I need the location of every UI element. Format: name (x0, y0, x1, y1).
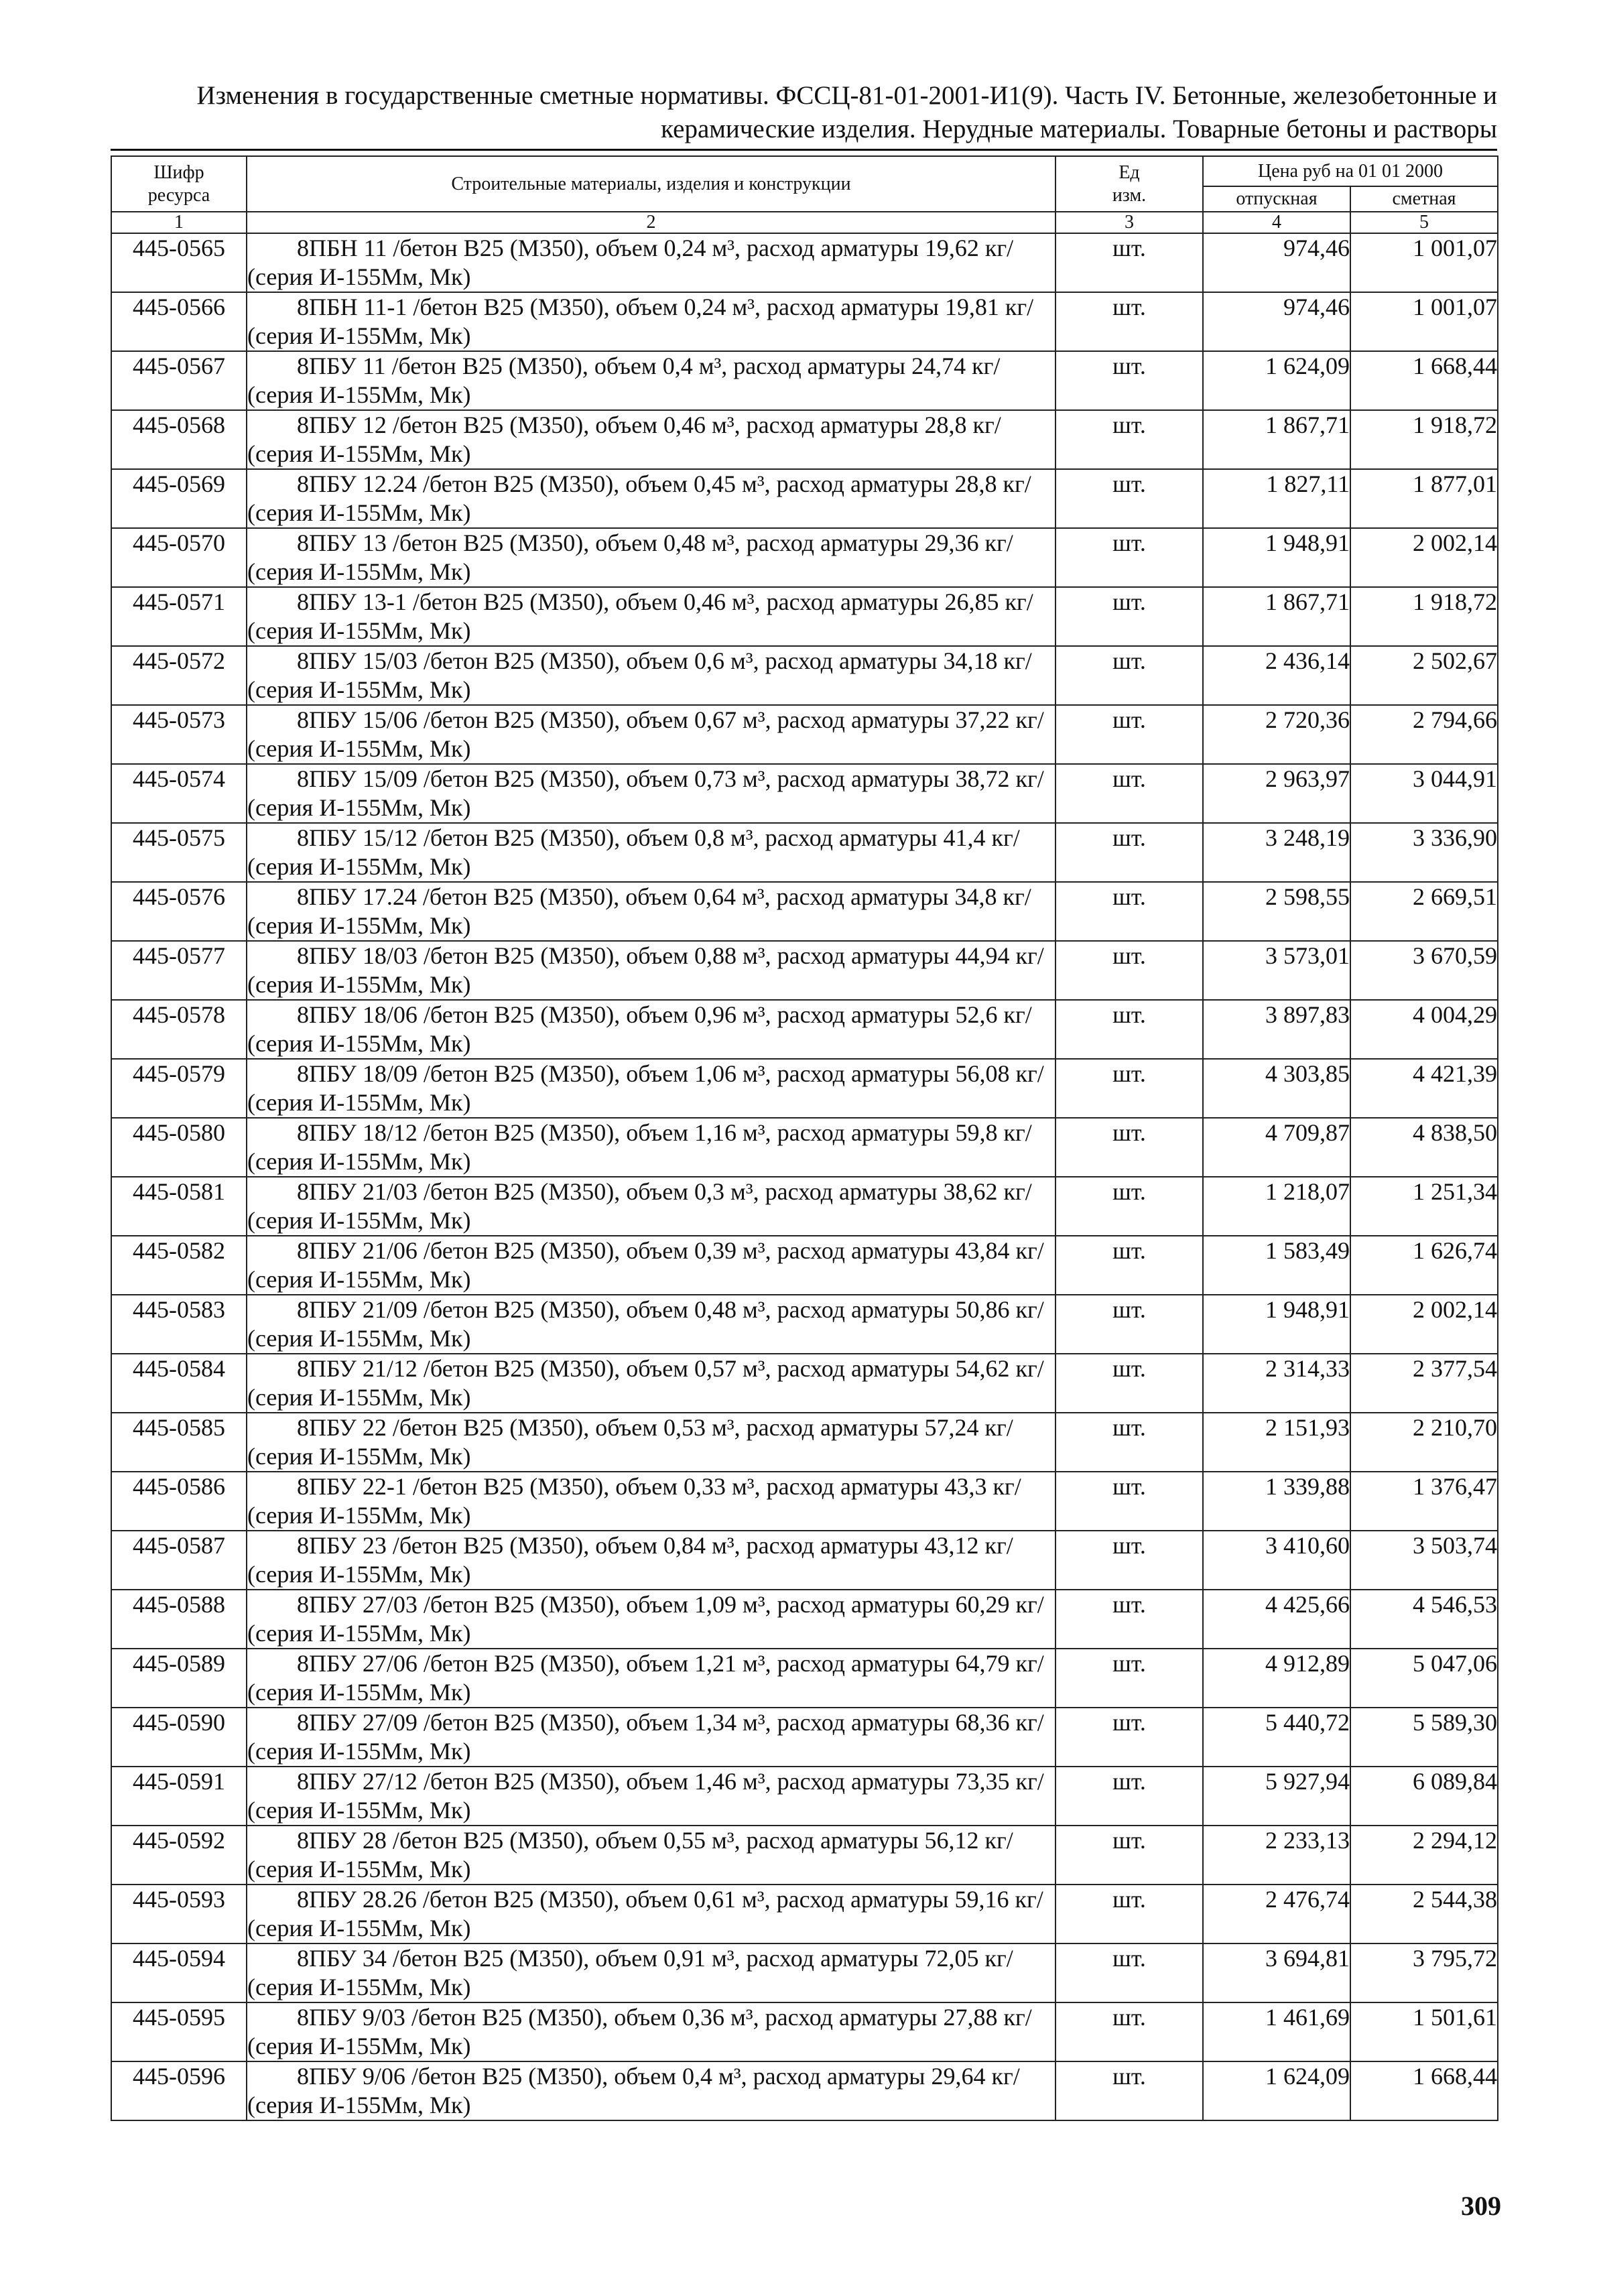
row-unit: шт. (1056, 1295, 1203, 1354)
table-row (111, 528, 1498, 587)
row-name: 8ПБУ 18/03 /бетон В25 (М350), объем 0,88 м³, расход арматуры 44,94 кг/ (серия И-155Мм, Мк) (247, 941, 1056, 1000)
row-release-price: 2 314,33 (1203, 1354, 1350, 1413)
row-code: 445-0566 (111, 292, 247, 351)
table-row (111, 1472, 1498, 1531)
row-unit: шт. (1056, 1236, 1203, 1295)
column-number: 3 (1056, 212, 1203, 233)
row-estimate-price: 2 502,67 (1350, 646, 1498, 705)
row-estimate-price: 1 501,61 (1350, 2002, 1498, 2061)
row-unit: шт. (1056, 646, 1203, 705)
row-estimate-price: 1 001,07 (1350, 292, 1498, 351)
row-release-price: 4 912,89 (1203, 1649, 1350, 1708)
row-name: 8ПБУ 15/09 /бетон В25 (М350), объем 0,73 м³, расход арматуры 38,72 кг/ (серия И-155Мм, Мк) (247, 764, 1056, 823)
table-row (111, 646, 1498, 705)
row-code: 445-0581 (111, 1177, 247, 1236)
table-row (111, 1354, 1498, 1413)
table-row (111, 823, 1498, 882)
header-unit-line2: изм. (1112, 184, 1147, 206)
column-number-row (111, 212, 1498, 233)
row-name: 8ПБУ 18/12 /бетон В25 (М350), объем 1,16 м³, расход арматуры 59,8 кг/ (серия И-155Мм, Мк) (247, 1118, 1056, 1177)
table-row (111, 469, 1498, 528)
table-row (111, 1059, 1498, 1118)
row-estimate-price: 3 503,74 (1350, 1531, 1498, 1590)
table-row (111, 1118, 1498, 1177)
row-estimate-price: 2 669,51 (1350, 882, 1498, 941)
row-code: 445-0592 (111, 1826, 247, 1885)
row-code: 445-0569 (111, 469, 247, 528)
row-code: 445-0565 (111, 233, 247, 292)
row-name: 8ПБУ 28 /бетон В25 (М350), объем 0,55 м³, расход арматуры 56,12 кг/ (серия И-155Мм, Мк) (247, 1826, 1056, 1885)
row-name: 8ПБУ 11 /бетон В25 (М350), объем 0,4 м³, расход арматуры 24,74 кг/ (серия И-155Мм, Мк) (247, 351, 1056, 410)
header-estimate-price: сметная (1350, 186, 1498, 212)
column-number: 1 (111, 212, 247, 233)
table-row (111, 1826, 1498, 1885)
row-estimate-price: 3 795,72 (1350, 1943, 1498, 2002)
row-release-price: 1 624,09 (1203, 351, 1350, 410)
row-name: 8ПБУ 21/12 /бетон В25 (М350), объем 0,57 м³, расход арматуры 54,62 кг/ (серия И-155Мм, Мк) (247, 1354, 1056, 1413)
row-release-price: 2 436,14 (1203, 646, 1350, 705)
row-code: 445-0575 (111, 823, 247, 882)
header-price-group: Цена руб на 01 01 2000 (1203, 156, 1498, 186)
row-estimate-price: 3 336,90 (1350, 823, 1498, 882)
row-name: 8ПБУ 15/06 /бетон В25 (М350), объем 0,67 м³, расход арматуры 37,22 кг/ (серия И-155Мм, Мк) (247, 705, 1056, 764)
row-estimate-price: 5 047,06 (1350, 1649, 1498, 1708)
row-name: 8ПБУ 12.24 /бетон В25 (М350), объем 0,45 м³, расход арматуры 28,8 кг/ (серия И-155Мм, Мк) (247, 469, 1056, 528)
row-name: 8ПБУ 27/06 /бетон В25 (М350), объем 1,21 м³, расход арматуры 64,79 кг/ (серия И-155Мм, Мк) (247, 1649, 1056, 1708)
row-estimate-price: 1 918,72 (1350, 410, 1498, 469)
row-code: 445-0580 (111, 1118, 247, 1177)
row-estimate-price: 2 002,14 (1350, 528, 1498, 587)
row-release-price: 3 573,01 (1203, 941, 1350, 1000)
column-number: 4 (1203, 212, 1350, 233)
row-estimate-price: 1 001,07 (1350, 233, 1498, 292)
table-row (111, 882, 1498, 941)
row-release-price: 1 218,07 (1203, 1177, 1350, 1236)
table-row (111, 1708, 1498, 1767)
row-code: 445-0583 (111, 1295, 247, 1354)
table-row (111, 1413, 1498, 1472)
row-code: 445-0574 (111, 764, 247, 823)
row-estimate-price: 1 668,44 (1350, 2061, 1498, 2120)
row-name: 8ПБУ 18/06 /бетон В25 (М350), объем 0,96 м³, расход арматуры 52,6 кг/ (серия И-155Мм, Мк) (247, 1000, 1056, 1059)
header-rule (111, 149, 1497, 151)
row-code: 445-0570 (111, 528, 247, 587)
row-unit: шт. (1056, 2061, 1203, 2120)
row-code: 445-0587 (111, 1531, 247, 1590)
row-code: 445-0576 (111, 882, 247, 941)
row-estimate-price: 2 294,12 (1350, 1826, 1498, 1885)
row-unit: шт. (1056, 941, 1203, 1000)
price-table (111, 155, 1498, 2121)
row-release-price: 4 303,85 (1203, 1059, 1350, 1118)
row-code: 445-0594 (111, 1943, 247, 2002)
row-estimate-price: 2 002,14 (1350, 1295, 1498, 1354)
table-row (111, 941, 1498, 1000)
row-name: 8ПБН 11-1 /бетон В25 (М350), объем 0,24 м³, расход арматуры 19,81 кг/ (серия И-155Мм, Мк) (247, 292, 1056, 351)
page-header (111, 79, 1497, 146)
row-estimate-price: 4 838,50 (1350, 1118, 1498, 1177)
row-estimate-price: 1 376,47 (1350, 1472, 1498, 1531)
row-release-price: 2 720,36 (1203, 705, 1350, 764)
table-row (111, 1767, 1498, 1826)
row-name: 8ПБУ 27/03 /бетон В25 (М350), объем 1,09 м³, расход арматуры 60,29 кг/ (серия И-155Мм, Мк) (247, 1590, 1056, 1649)
row-release-price: 1 827,11 (1203, 469, 1350, 528)
row-estimate-price: 1 877,01 (1350, 469, 1498, 528)
row-code: 445-0578 (111, 1000, 247, 1059)
table-row (111, 764, 1498, 823)
header-release-price: отпускная (1203, 186, 1350, 212)
table-row (111, 233, 1498, 292)
table-row (111, 1531, 1498, 1590)
header-name: Строительные материалы, изделия и конструкции (247, 156, 1056, 212)
row-release-price: 3 694,81 (1203, 1943, 1350, 2002)
table-row (111, 1590, 1498, 1649)
row-name: 8ПБУ 27/09 /бетон В25 (М350), объем 1,34 м³, расход арматуры 68,36 кг/ (серия И-155Мм, Мк) (247, 1708, 1056, 1767)
row-name: 8ПБУ 18/09 /бетон В25 (М350), объем 1,06 м³, расход арматуры 56,08 кг/ (серия И-155Мм, Мк) (247, 1059, 1056, 1118)
row-unit: шт. (1056, 2002, 1203, 2061)
row-name: 8ПБУ 12 /бетон В25 (М350), объем 0,46 м³, расход арматуры 28,8 кг/ (серия И-155Мм, Мк) (247, 410, 1056, 469)
row-name: 8ПБУ 15/03 /бетон В25 (М350), объем 0,6 м³, расход арматуры 34,18 кг/ (серия И-155Мм, Мк) (247, 646, 1056, 705)
row-unit: шт. (1056, 1177, 1203, 1236)
table-row (111, 705, 1498, 764)
row-unit: шт. (1056, 764, 1203, 823)
table-row (111, 2002, 1498, 2061)
row-code: 445-0579 (111, 1059, 247, 1118)
row-code: 445-0586 (111, 1472, 247, 1531)
row-unit: шт. (1056, 233, 1203, 292)
row-code: 445-0590 (111, 1708, 247, 1767)
row-unit: шт. (1056, 1000, 1203, 1059)
row-estimate-price: 1 251,34 (1350, 1177, 1498, 1236)
table-body (111, 233, 1498, 2120)
row-release-price: 2 598,55 (1203, 882, 1350, 941)
row-code: 445-0591 (111, 1767, 247, 1826)
row-name: 8ПБУ 9/03 /бетон В25 (М350), объем 0,36 м³, расход арматуры 27,88 кг/ (серия И-155Мм, Мк) (247, 2002, 1056, 2061)
row-release-price: 3 897,83 (1203, 1000, 1350, 1059)
row-estimate-price: 1 668,44 (1350, 351, 1498, 410)
row-unit: шт. (1056, 1885, 1203, 1943)
row-unit: шт. (1056, 410, 1203, 469)
row-estimate-price: 5 589,30 (1350, 1708, 1498, 1767)
row-name: 8ПБУ 22 /бетон В25 (М350), объем 0,53 м³, расход арматуры 57,24 кг/ (серия И-155Мм, Мк) (247, 1413, 1056, 1472)
row-name: 8ПБУ 21/03 /бетон В25 (М350), объем 0,3 м³, расход арматуры 38,62 кг/ (серия И-155Мм, Мк) (247, 1177, 1056, 1236)
row-unit: шт. (1056, 1767, 1203, 1826)
row-estimate-price: 4 546,53 (1350, 1590, 1498, 1649)
row-unit: шт. (1056, 1826, 1203, 1885)
table-row (111, 410, 1498, 469)
row-name: 8ПБУ 15/12 /бетон В25 (М350), объем 0,8 м³, расход арматуры 41,4 кг/ (серия И-155Мм, Мк) (247, 823, 1056, 882)
row-estimate-price: 2 210,70 (1350, 1413, 1498, 1472)
row-unit: шт. (1056, 1059, 1203, 1118)
row-release-price: 1 583,49 (1203, 1236, 1350, 1295)
row-code: 445-0568 (111, 410, 247, 469)
table-row (111, 2061, 1498, 2120)
row-release-price: 3 248,19 (1203, 823, 1350, 882)
row-release-price: 1 867,71 (1203, 587, 1350, 646)
row-release-price: 1 948,91 (1203, 1295, 1350, 1354)
header-unit (1056, 156, 1203, 212)
row-unit: шт. (1056, 823, 1203, 882)
column-number: 2 (247, 212, 1056, 233)
row-release-price: 2 963,97 (1203, 764, 1350, 823)
row-release-price: 974,46 (1203, 292, 1350, 351)
row-release-price: 5 440,72 (1203, 1708, 1350, 1767)
row-code: 445-0589 (111, 1649, 247, 1708)
row-code: 445-0596 (111, 2061, 247, 2120)
header-code-line1: Шифр (153, 162, 204, 183)
row-unit: шт. (1056, 528, 1203, 587)
row-unit: шт. (1056, 351, 1203, 410)
row-release-price: 1 948,91 (1203, 528, 1350, 587)
row-estimate-price: 2 794,66 (1350, 705, 1498, 764)
row-name: 8ПБУ 17.24 /бетон В25 (М350), объем 0,64 м³, расход арматуры 34,8 кг/ (серия И-155Мм, Мк) (247, 882, 1056, 941)
row-unit: шт. (1056, 1649, 1203, 1708)
row-name: 8ПБН 11 /бетон В25 (М350), объем 0,24 м³, расход арматуры 19,62 кг/ (серия И-155Мм, Мк) (247, 233, 1056, 292)
row-release-price: 1 339,88 (1203, 1472, 1350, 1531)
table-row (111, 1000, 1498, 1059)
table-row (111, 587, 1498, 646)
row-estimate-price: 2 377,54 (1350, 1354, 1498, 1413)
row-unit: шт. (1056, 587, 1203, 646)
row-release-price: 4 709,87 (1203, 1118, 1350, 1177)
row-code: 445-0582 (111, 1236, 247, 1295)
row-release-price: 1 867,71 (1203, 410, 1350, 469)
header-code-line2: ресурса (147, 184, 210, 206)
table-row (111, 292, 1498, 351)
row-code: 445-0584 (111, 1354, 247, 1413)
row-code: 445-0585 (111, 1413, 247, 1472)
row-unit: шт. (1056, 292, 1203, 351)
row-name: 8ПБУ 28.26 /бетон В25 (М350), объем 0,61 м³, расход арматуры 59,16 кг/ (серия И-155Мм, Мк) (247, 1885, 1056, 1943)
row-code: 445-0577 (111, 941, 247, 1000)
row-estimate-price: 3 670,59 (1350, 941, 1498, 1000)
header-unit-line1: Ед (1118, 162, 1140, 183)
table-row (111, 1649, 1498, 1708)
row-unit: шт. (1056, 1413, 1203, 1472)
row-unit: шт. (1056, 882, 1203, 941)
row-unit: шт. (1056, 1590, 1203, 1649)
row-release-price: 3 410,60 (1203, 1531, 1350, 1590)
table-row (111, 1177, 1498, 1236)
row-unit: шт. (1056, 1354, 1203, 1413)
row-unit: шт. (1056, 1472, 1203, 1531)
row-code: 445-0595 (111, 2002, 247, 2061)
row-code: 445-0573 (111, 705, 247, 764)
row-unit: шт. (1056, 469, 1203, 528)
row-release-price: 974,46 (1203, 233, 1350, 292)
row-name: 8ПБУ 27/12 /бетон В25 (М350), объем 1,46 м³, расход арматуры 73,35 кг/ (серия И-155Мм, Мк) (247, 1767, 1056, 1826)
row-name: 8ПБУ 21/06 /бетон В25 (М350), объем 0,39 м³, расход арматуры 43,84 кг/ (серия И-155Мм, Мк) (247, 1236, 1056, 1295)
header-line-2: керамические изделия. Нерудные материалы. Товарные бетоны и растворы (661, 115, 1497, 143)
row-name: 8ПБУ 34 /бетон В25 (М350), объем 0,91 м³, расход арматуры 72,05 кг/ (серия И-155Мм, Мк) (247, 1943, 1056, 2002)
row-estimate-price: 4 004,29 (1350, 1000, 1498, 1059)
row-code: 445-0572 (111, 646, 247, 705)
row-estimate-price: 3 044,91 (1350, 764, 1498, 823)
row-name: 8ПБУ 23 /бетон В25 (М350), объем 0,84 м³, расход арматуры 43,12 кг/ (серия И-155Мм, Мк) (247, 1531, 1056, 1590)
row-release-price: 2 151,93 (1203, 1413, 1350, 1472)
row-estimate-price: 2 544,38 (1350, 1885, 1498, 1943)
row-code: 445-0571 (111, 587, 247, 646)
row-name: 8ПБУ 13 /бетон В25 (М350), объем 0,48 м³, расход арматуры 29,36 кг/ (серия И-155Мм, Мк) (247, 528, 1056, 587)
row-release-price: 2 233,13 (1203, 1826, 1350, 1885)
row-name: 8ПБУ 22-1 /бетон В25 (М350), объем 0,33 м³, расход арматуры 43,3 кг/ (серия И-155Мм, Мк) (247, 1472, 1056, 1531)
row-name: 8ПБУ 9/06 /бетон В25 (М350), объем 0,4 м³, расход арматуры 29,64 кг/ (серия И-155Мм, Мк) (247, 2061, 1056, 2120)
table-row (111, 1295, 1498, 1354)
column-number: 5 (1350, 212, 1498, 233)
row-unit: шт. (1056, 1531, 1203, 1590)
row-release-price: 4 425,66 (1203, 1590, 1350, 1649)
row-name: 8ПБУ 21/09 /бетон В25 (М350), объем 0,48 м³, расход арматуры 50,86 кг/ (серия И-155Мм, Мк) (247, 1295, 1056, 1354)
row-unit: шт. (1056, 1708, 1203, 1767)
row-unit: шт. (1056, 1118, 1203, 1177)
row-estimate-price: 1 918,72 (1350, 587, 1498, 646)
row-code: 445-0567 (111, 351, 247, 410)
row-unit: шт. (1056, 1943, 1203, 2002)
row-name: 8ПБУ 13-1 /бетон В25 (М350), объем 0,46 м³, расход арматуры 26,85 кг/ (серия И-155Мм, Мк) (247, 587, 1056, 646)
row-release-price: 2 476,74 (1203, 1885, 1350, 1943)
table-row (111, 1885, 1498, 1943)
row-release-price: 1 624,09 (1203, 2061, 1350, 2120)
row-estimate-price: 1 626,74 (1350, 1236, 1498, 1295)
table-row (111, 1236, 1498, 1295)
row-estimate-price: 4 421,39 (1350, 1059, 1498, 1118)
table-row (111, 351, 1498, 410)
page-number: 309 (1461, 2191, 1501, 2221)
header-code (111, 156, 247, 212)
row-code: 445-0593 (111, 1885, 247, 1943)
row-code: 445-0588 (111, 1590, 247, 1649)
row-release-price: 5 927,94 (1203, 1767, 1350, 1826)
table-row (111, 1943, 1498, 2002)
header-line-1: Изменения в государственные сметные нормативы. ФССЦ-81-01-2001-И1(9). Часть IV. Бетонные, железобетонные и (196, 81, 1497, 110)
row-release-price: 1 461,69 (1203, 2002, 1350, 2061)
row-unit: шт. (1056, 705, 1203, 764)
row-estimate-price: 6 089,84 (1350, 1767, 1498, 1826)
